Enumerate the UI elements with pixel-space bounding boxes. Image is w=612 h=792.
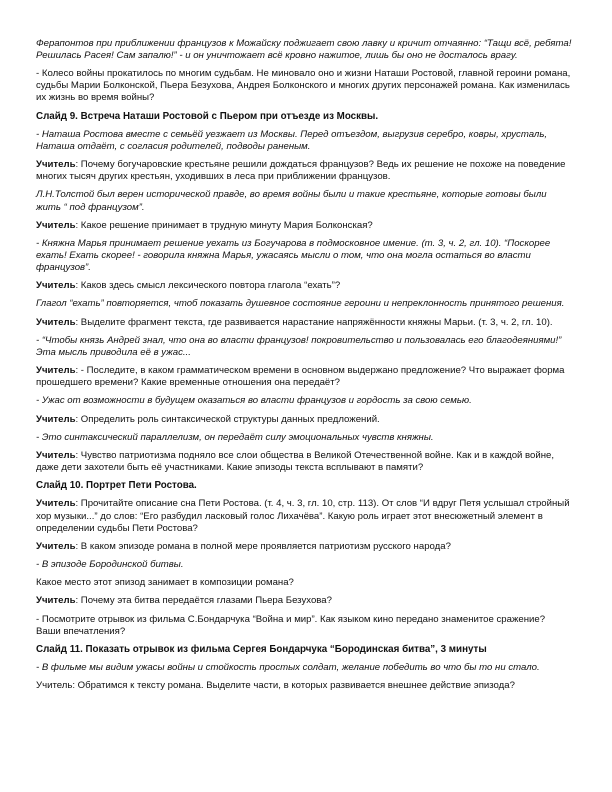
question-text: : В каком эпизоде романа в полной мере проявляется патриотизм русского народа? [75, 540, 451, 552]
slide-heading-9: Слайд 9. Встреча Наташи Ростовой с Пьером при отъезде из Москвы. [36, 110, 379, 122]
teacher-label: Учитель [36, 595, 76, 607]
teacher-question-repetition [36, 280, 572, 292]
teacher-question-tense [36, 365, 572, 389]
question-composition: Какое место этот эпизод занимает в композиции романа? [36, 577, 294, 589]
teacher-label: Учитель [36, 413, 76, 425]
document-page [36, 38, 572, 698]
question-text: : Чувство патриотизма подняло все слои общества в Великой Отечественной войне. Как и в каждой войне, даже дети захотели быть её участниками. Какие эпизоды текста всплывают в памяти? [36, 449, 555, 474]
question-text: : Почему эта битва передаётся глазами Пьера Безухова? [75, 595, 332, 607]
answer-maria: - Княжна Марья принимает решение уехать из Богучарова в подмосковное имение. (т. 3, ч. 2, гл. 10). “Поскорее ехать! Ехать скорее! - говорила княжна Марья, ужасаясь мысли о том, что она могла остаться во власти французов”. [36, 237, 551, 274]
teacher-question-peasants [36, 159, 572, 183]
paragraph-teacher-text-parts: Учитель: Обратимся к тексту романа. Выделите части, в которых развивается внешнее действие эпизода? [36, 680, 515, 692]
question-text: : Каков здесь смысл лексического повтора глагола “ехать”? [75, 280, 341, 292]
teacher-question-pierre [36, 595, 572, 607]
answer-tolstoy: Л.Н.Толстой был верен исторической правде, во время войны были и такие крестьяне, которые готовы были жить “ под французом”. [36, 189, 547, 213]
teacher-question-patriotism [36, 450, 572, 474]
teacher-label: Учитель [36, 219, 76, 231]
teacher-label: Учитель [36, 498, 76, 510]
paragraph-film-prompt: - Посмотрите отрывок из фильма С.Бондарчука “Война и мир”. Как языком кино передано знаменитое сражение? Ваши впечатления? [36, 613, 546, 637]
question-text: : - Последите, в каком грамматическом времени в основном выдержано предложение? Что выражает форма прошедшего времени? Какие временные отношения она передаёт? [36, 365, 565, 389]
slide-heading-10: Слайд 10. Портрет Пети Ростова. [36, 480, 197, 492]
teacher-question-petya-dream [36, 498, 572, 534]
paragraph-ferapontov: Ферапонтов при приближении французов к Можайску поджигает свою лавку и кричит отчаянно: “Тащи всё, ребята! Решилась Расея! Сам запалю!” - и он уничтожает всё кровно нажитое, лишь бы оно не досталось врагу. [36, 38, 572, 62]
question-text: : Выделите фрагмент текста, где развивается нарастание напряжённости княжны Марьи. (т. 3, ч. 2, гл. 10). [75, 316, 553, 328]
question-text: : Какое решение принимает в трудную минуту Мария Болконская? [75, 219, 373, 231]
answer-fragment: - “Чтобы князь Андрей знал, что она во власти французов! покровительство и пользовалась его благодеяниями!” Эта мысль приводила её в ужас... [36, 334, 562, 358]
paragraph-wheel-of-war: - Колесо войны прокатилось по многим судьбам. Не миновало оно и жизни Наташи Ростовой, главной героини романа, судьбы Марии Болконской, Пьера Безухова, Андрея Болконского и многих других персонажей романа. Как изменилась их жизнь во время войны? [36, 68, 571, 104]
teacher-label: Учитель [36, 280, 76, 292]
teacher-question-fragment [36, 317, 572, 329]
answer-syntax: - Это синтаксический параллелизм, он передаёт силу эмоциональных чувств княжны. [36, 431, 434, 443]
teacher-label: Учитель [36, 159, 76, 171]
teacher-label: Учитель [36, 365, 76, 377]
teacher-label: Учитель [36, 540, 76, 552]
slide-heading-11: Слайд 11. Показать отрывок из фильма Сергея Бондарчука “Бородинская битва”, 3 минуты [36, 643, 487, 655]
teacher-question-episode [36, 541, 572, 553]
question-text: : Прочитайте описание сна Пети Ростова. (т. 4, ч. 3, гл. 10, стр. 113). От слов “И вдруг Петя услышал стройный хор музыки...” до слов: “Его разбудил ласковый голос Лихачёва”. Какую роль играет этот внесюжетный элемент в определении судьбы Пети Ростова? [36, 498, 570, 534]
question-text: : Почему богучаровские крестьяне решили дождаться французов? Ведь их решение не похоже на поведение многих тысяч других крестьян, уходивших в леса при приближении французов. [36, 159, 566, 183]
answer-borodino: - В эпизоде Бородинской битвы. [36, 558, 184, 570]
teacher-question-syntax [36, 414, 572, 426]
answer-natasha: - Наташа Ростова вместе с семьёй уезжает из Москвы. Перед отъездом, выгрузив серебро, ковры, хрусталь, Наташа отдаёт, с согласия родителей, подводы раненым. [36, 128, 548, 152]
answer-repetition: Глагол “ехать” повторяется, чтоб показать душевное состояние героини и непреклонность принятого решения. [36, 298, 565, 310]
teacher-question-maria [36, 220, 572, 232]
teacher-label: Учитель [36, 316, 76, 328]
question-text: : Определить роль синтаксической структуры данных предложений. [75, 413, 380, 425]
answer-film: - В фильме мы видим ужасы войны и стойкость простых солдат, желание победить во что бы то ни стало. [36, 662, 540, 673]
answer-tense: - Ужас от возможности в будущем оказаться во власти французов и гордость за свою семью. [36, 395, 472, 407]
teacher-label: Учитель [36, 449, 76, 461]
